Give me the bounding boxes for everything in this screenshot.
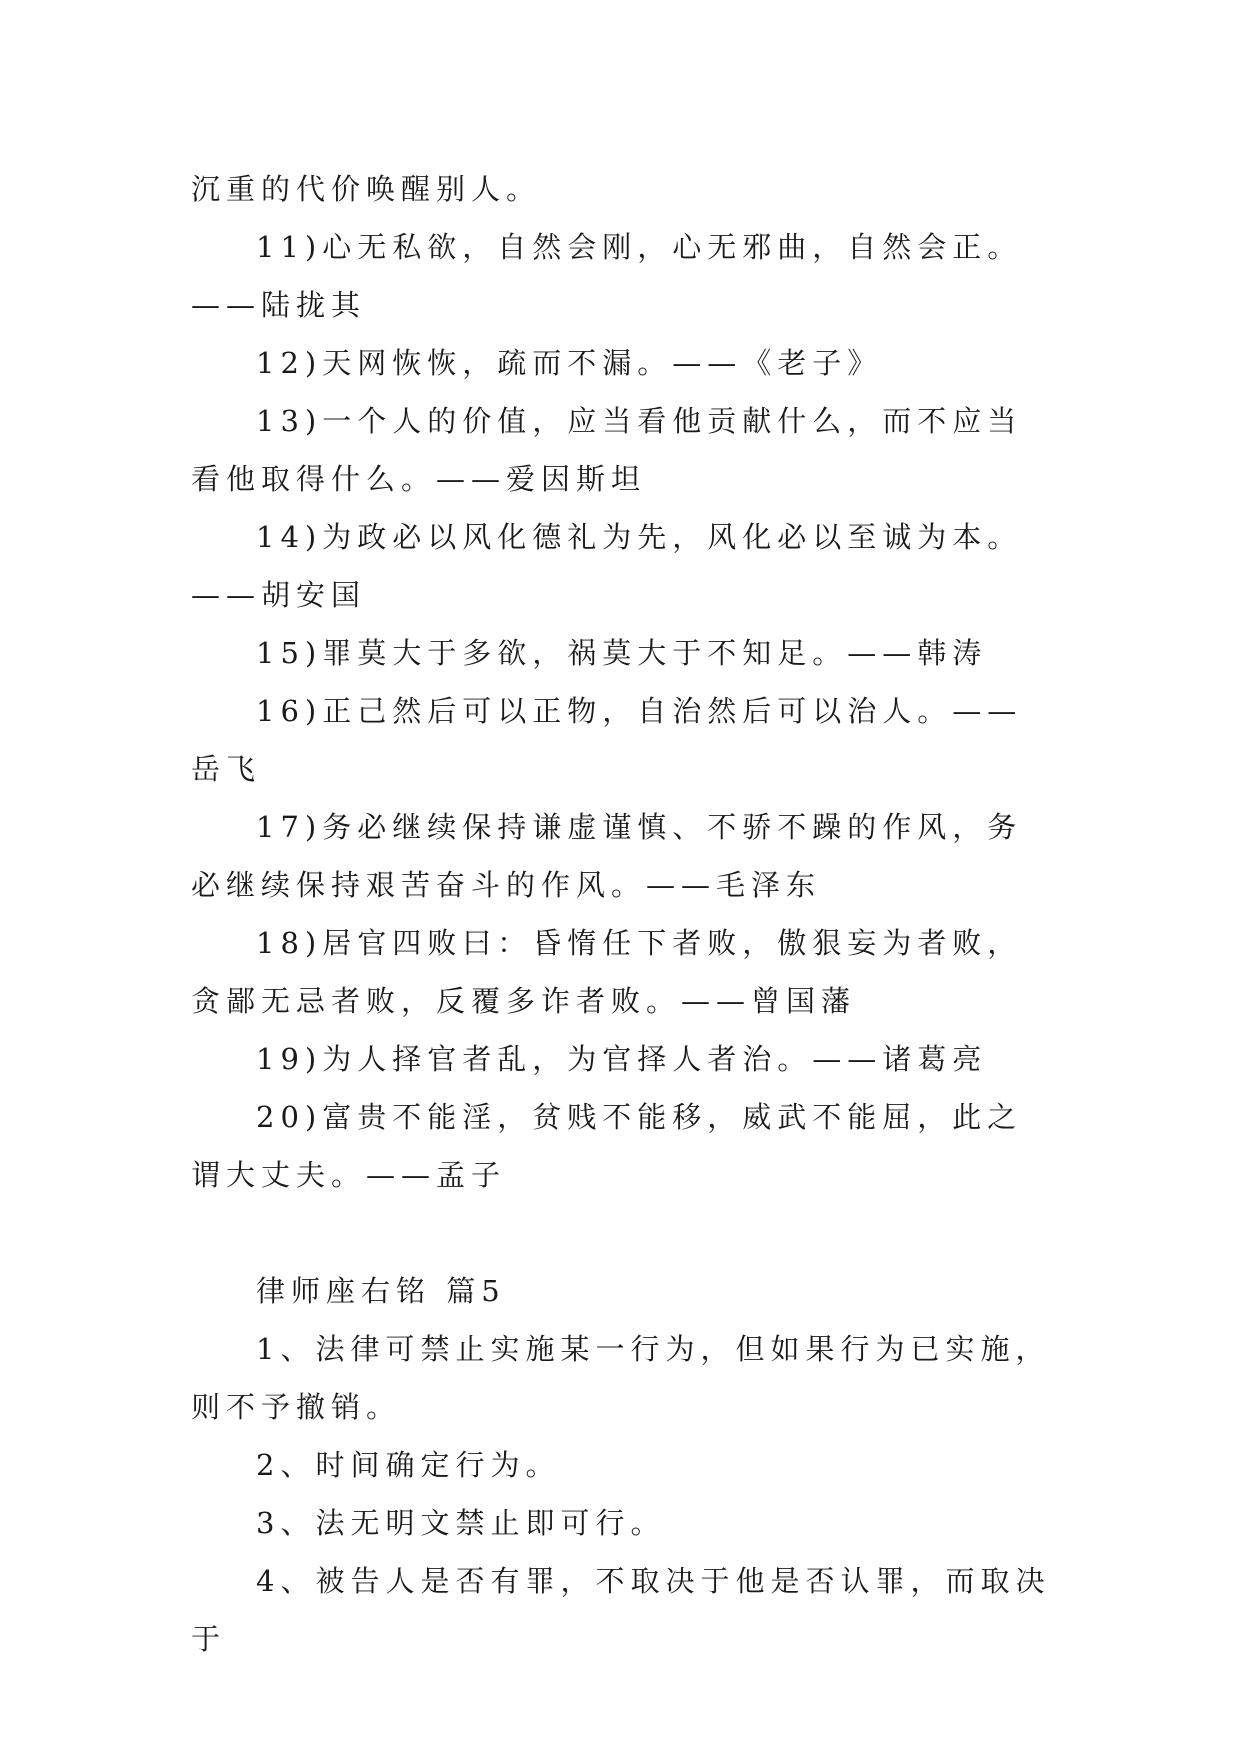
maxim-1: 1、法律可禁止实施某一行为，但如果行为已实施，则不予撤销。 [191, 1332, 1051, 1424]
quote-12: 12)天网恢恢，疏而不漏。——《老子》 [256, 346, 883, 380]
quote-18: 18)居官四败曰：昏惰任下者败，傲狠妄为者败，贪鄙无忌者败，反覆多诈者败。——曾国藩 [191, 926, 1023, 1018]
paragraph-continuation: 沉重的代价唤醒别人。 [191, 172, 542, 206]
quote-20: 20)富贵不能淫，贫贱不能移，威武不能屈，此之谓大丈夫。——孟子 [191, 1100, 1023, 1192]
quote-16: 16)正己然后可以正物，自治然后可以治人。——岳飞 [191, 694, 1023, 786]
maxim-4: 4、被告人是否有罪，不取决于他是否认罪，而取决于 [191, 1564, 1051, 1656]
section-spacer [191, 1204, 1056, 1262]
quote-11: 11)心无私欲，自然会刚，心无邪曲，自然会正。——陆拢其 [191, 230, 1023, 322]
document-page [191, 160, 1056, 1668]
maxim-3: 3、法无明文禁止即可行。 [256, 1506, 666, 1540]
quote-17: 17)务必继续保持谦虚谨慎、不骄不躁的作风，务必继续保持艰苦奋斗的作风。——毛泽东 [191, 810, 1023, 902]
maxim-2: 2、时间确定行为。 [256, 1448, 561, 1482]
quote-15: 15)罪莫大于多欲，祸莫大于不知足。——韩涛 [256, 636, 988, 670]
quote-13: 13)一个人的价值，应当看他贡献什么，而不应当看他取得什么。——爱因斯坦 [191, 404, 1023, 496]
quote-14: 14)为政必以风化德礼为先，风化必以至诚为本。——胡安国 [191, 520, 1023, 612]
quote-19: 19)为人择官者乱，为官择人者治。——诸葛亮 [256, 1042, 988, 1076]
section-title: 律师座右铭 篇5 [256, 1274, 506, 1308]
